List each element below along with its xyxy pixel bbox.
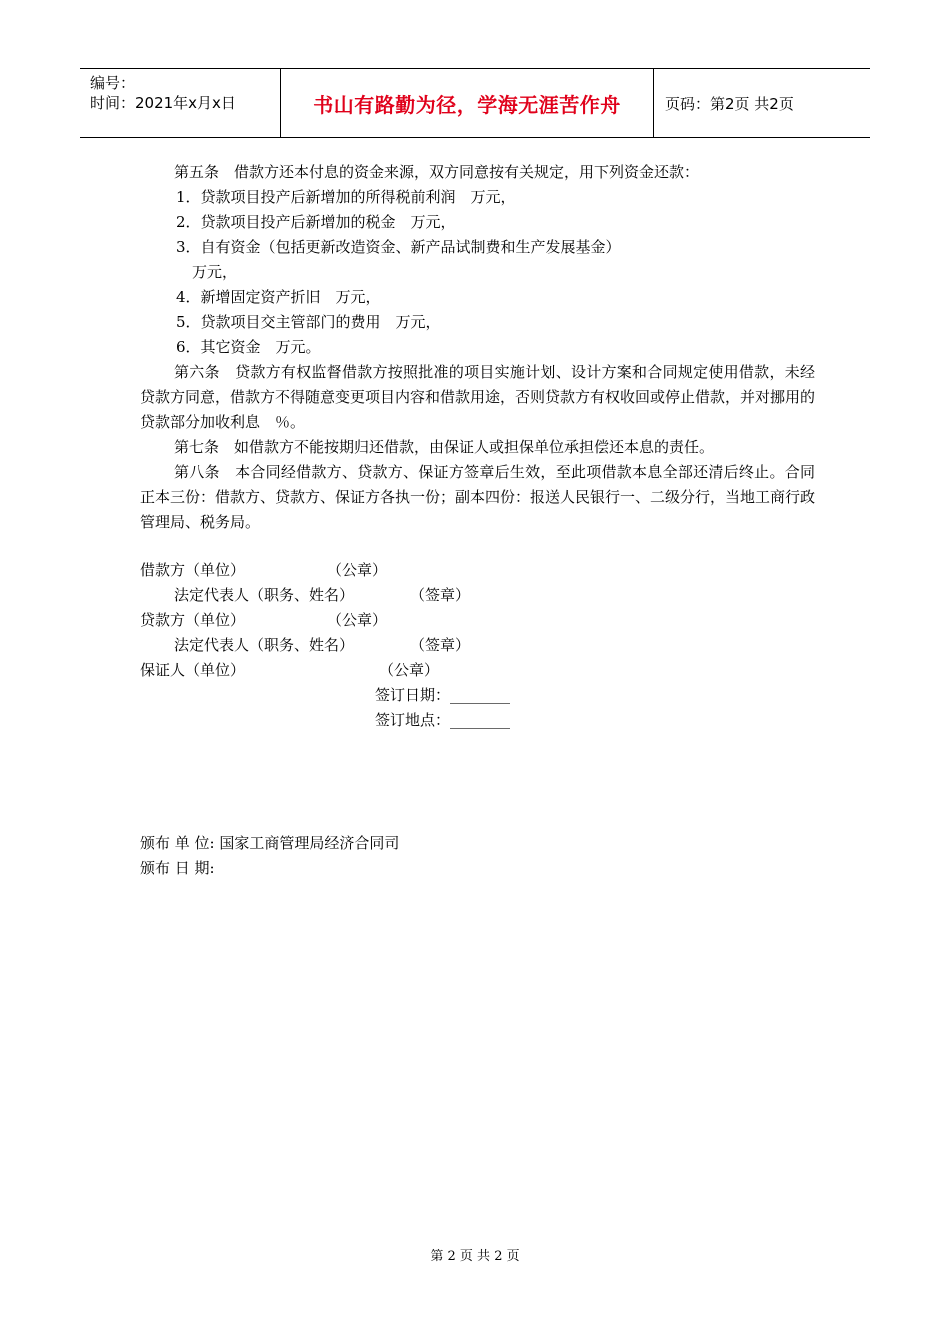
guarantor-label: 保证人（单位） xyxy=(140,661,246,679)
contract-body xyxy=(140,160,815,535)
borrower-rep-seal: （签章） xyxy=(410,586,471,604)
page-footer: 第 2 页 共 2 页 xyxy=(430,1249,520,1264)
article-5-item-6: 6．其它资金 万元。 xyxy=(176,338,321,356)
article-5: 第五条 借款方还本付息的资金来源，双方同意按有关规定，用下列资金还款： xyxy=(174,163,700,181)
article-5-item-3: 3．自有资金（包括更新改造资金、新产品试制费和生产发展基金） xyxy=(176,238,621,256)
borrower-label: 借款方（单位） xyxy=(140,561,246,579)
article-7: 第七条 如借款方不能按期归还借款，由保证人或担保单位承担偿还本息的责任。 xyxy=(174,438,715,456)
lender-label: 贷款方（单位） xyxy=(140,611,246,629)
article-5-item-1: 1．贷款项目投产后新增加的所得税前利润 万元， xyxy=(176,188,516,206)
article-6: 第六条 贷款方有权监督借款方按照批准的项目实施计划、设计方案和合同规定使用借款，未经贷款方同意，借款方不得随意变更项目内容和借款用途，否则贷款方有权收回或停止借款，并对挪用的贷款部分加收利息 ％。 xyxy=(140,363,816,431)
page-header xyxy=(80,68,870,138)
article-5-item-3-cont: 万元， xyxy=(192,263,238,281)
article-8: 第八条 本合同经借款方、贷款方、保证方签章后生效，至此项借款本息全部还清后终止。合同正本三份：借款方、贷款方、保证方各执一份；副本四份：报送人民银行一、二级分行，当地工商行政管理局、税务局。 xyxy=(140,463,816,531)
promulgation-date: 颁布 日 期: xyxy=(140,859,215,877)
header-page-number: 页码：第2页 共2页 xyxy=(665,94,794,113)
article-5-item-4: 4．新增固定资产折旧 万元， xyxy=(176,288,381,306)
guarantor-seal: （公章） xyxy=(379,661,440,679)
promulgation-unit: 颁布 单 位: 国家工商管理局经济合同司 xyxy=(140,834,400,852)
lender-seal: （公章） xyxy=(327,611,388,629)
sign-place: 签订地点：________ xyxy=(375,711,511,729)
borrower-rep-label: 法定代表人（职务、姓名） xyxy=(174,586,355,604)
document-number: 编号： xyxy=(90,74,136,92)
article-5-item-5: 5．贷款项目交主管部门的费用 万元， xyxy=(176,313,441,331)
header-motto: 书山有路勤为径，学海无涯苦作舟 xyxy=(281,69,654,137)
borrower-seal: （公章） xyxy=(327,561,388,579)
lender-rep-label: 法定代表人（职务、姓名） xyxy=(174,636,355,654)
promulgation-block xyxy=(140,831,399,881)
header-meta xyxy=(80,69,281,137)
sign-date: 签订日期：________ xyxy=(375,686,511,704)
article-5-item-2: 2．贷款项目投产后新增加的税金 万元， xyxy=(176,213,456,231)
document-time: 时间：2021年x月x日 xyxy=(90,94,236,112)
lender-rep-seal: （签章） xyxy=(410,636,471,654)
